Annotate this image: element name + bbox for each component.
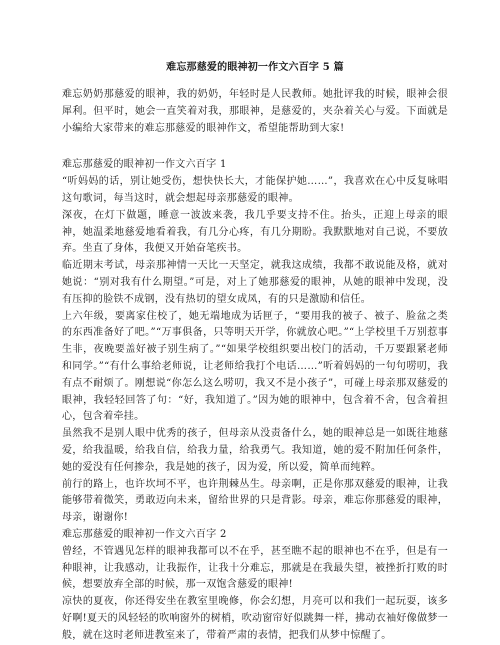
section-body-2 (62, 544, 448, 645)
paragraph: 曾经，不管遇见怎样的眼神我都可以不在乎，甚至瞧不起的眼神也不在乎，但是有一种眼神，让我感动，让我振作，让我十分难忘，那就是在我最失望，被挫折打败的时候，想要放弃全部的时候，那一双饱含慈爱的眼神! (62, 545, 448, 591)
section-heading-2: 难忘那慈爱的眼神初一作文六百字 2 (62, 528, 227, 540)
paragraph: 上六年级，要离家住校了，她无端地成为话匣子，“要用我的被子、被子、脸盆之类的东西准备好了吧。”“万事俱备，只等明天开学，你就放心吧。”“上学校里千万别惹事生非，夜晚要盖好被子别生病了。”“如果学校组织要出校门的活动，千万要跟紧老师和同学。”“有什么事给老师说，让老师给我打个电话……”听着妈妈的一句句唠叨，我有点不耐烦了。刚想说“你怎么这么唠叨，我又不是小孩子”，可碰上母亲那双慈爱的眼神，我轻轻回答了句：“好，我知道了。”因为她的眼神中，包含着不舍，包含着担心，包含着牵挂。 (62, 310, 448, 423)
document-page (62, 0, 448, 645)
section-body-1 (62, 174, 448, 527)
paragraph: 凉快的夏夜，你还得安坐在教室里晚修，你会幻想，月亮可以和我们一起玩耍，该多好啊!夏天的风轻轻的吹响窗外的树梢，吹动窗帘好似跳舞一样，拂动衣袖好像做梦一般，就在这时老师进教室来了，带着严肃的表情，把我们从梦中惊醒了。 (62, 596, 448, 641)
paragraph: 临近期末考试，母亲那神情一天比一天坚定，就我这成绩，我都不敢说能及格，就对她说：“别对我有什么期望。”可是，对上了她那慈爱的眼神，从她的眼神中发现，没有压抑的脸铁不成钢，没有热切的望女成凤，有的只是激励和信任。 (62, 260, 448, 305)
intro-paragraph: 难忘奶奶那慈爱的眼神，我的奶奶，年轻时是人民教师。她批评我的时候，眼神会很犀利。但平时，她会一直笑着对我，那眼神，是慈爱的，夹杂着关心与爱。下面就是小编给大家带来的难忘那慈爱的眼神作文，希望能帮助到大家! (62, 89, 448, 134)
paragraph: “听妈妈的话，别让她受伤，想快快长大，才能保护她……”，我喜欢在心中反复咏唱这句歌词，每当这时，就会想起母亲那慈爱的眼神。 (62, 176, 448, 204)
paragraph: 虽然我不是别人眼中优秀的孩子，但母亲从没责备什么，她的眼神总是一如既往地慈爱，给我温暖，给我自信，给我力量，给我勇气。我知道，她的爱不附加任何条件，她的爱没有任何掺杂，我是她的孩子，因为爱，所以爱，简单而纯粹。 (62, 428, 448, 473)
paragraph: 前行的路上，也许坎坷不平，也许荆棘丛生。母亲啊，正是你那双慈爱的眼神，让我能够带着微笑，勇敢迈向未来，留给世界的只是背影。母亲，难忘你那慈爱的眼神，母亲，谢谢你! (62, 478, 448, 524)
paragraph: 深夜，在灯下做题，睡意一波波来袭，我几乎要支持不住。抬头，正迎上母亲的眼神，她温柔地慈爱地看着我，有几分心疼，有几分期盼。我默默地对自己说，不要放弃。坐直了身体，我便又开始奋笔疾书。 (62, 209, 448, 255)
section-heading-1: 难忘那慈爱的眼神初一作文六百字 1 (62, 159, 227, 171)
document-title: 难忘那慈爱的眼神初一作文六百字 5 篇 (166, 62, 344, 73)
